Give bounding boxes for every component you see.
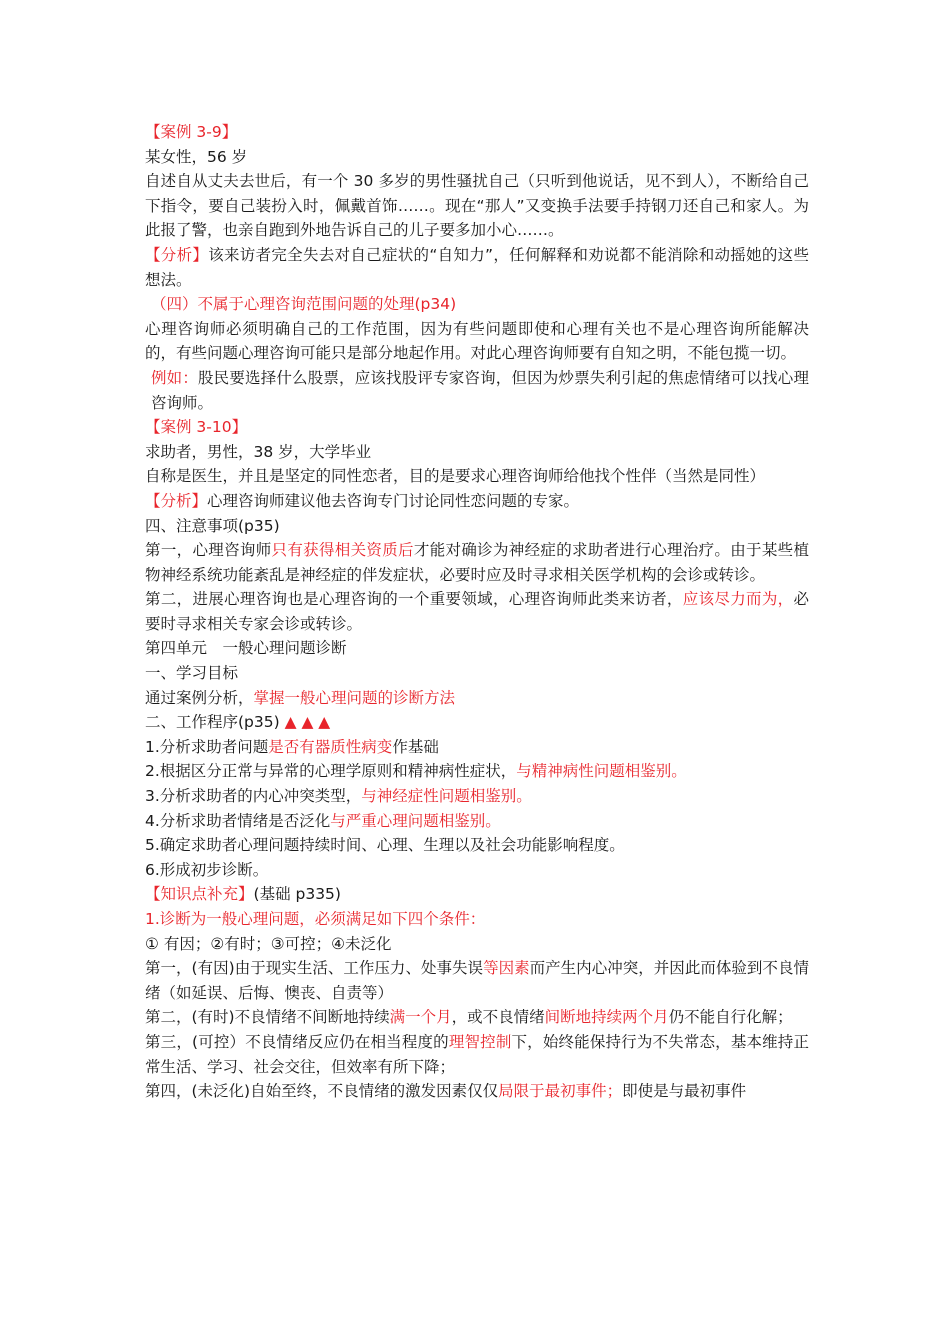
paragraph-supplement-1 (145, 907, 809, 932)
paragraph-case-3-9-analysis (145, 243, 809, 292)
paragraph-goal-heading (145, 661, 809, 686)
body-text: 一、学习目标 (145, 664, 239, 683)
paragraph-procedure-4 (145, 809, 809, 834)
paragraph-example-stock (145, 366, 809, 415)
body-text: 第二，(有时)不良情绪不间断地持续 (145, 1008, 390, 1027)
body-text: 才能对确诊为神经症的求助者进行心理治疗。由于某些植物神经系统功能紊乱是神经症的伴发症状，必要时应及时寻求相关医学机构的会诊或转诊。 (145, 541, 809, 584)
body-text: 4.分析求助者情绪是否泛化 (145, 811, 331, 830)
body-text: 而产生内心冲突，并因此而体验到不良情绪（如延误、后悔、懊丧、自责等） (145, 959, 809, 1002)
body-text: 下，始终能保持行为不失常态，基本维持正常生活、学习、社会交往，但效率有所下降； (145, 1032, 809, 1076)
paragraph-goal-body (145, 686, 809, 711)
paragraph-case-3-9-subject (145, 145, 809, 170)
highlighted-text: ▲ ▲ ▲ (284, 713, 331, 732)
paragraph-procedure-2 (145, 759, 809, 784)
paragraph-section-4-body (145, 317, 809, 366)
body-text: ① 有因；②有时；③可控；④未泛化 (145, 934, 392, 953)
paragraph-condition-third (145, 1030, 809, 1079)
paragraph-case-3-9-body (145, 169, 809, 243)
body-text: 第二，进展心理咨询也是心理咨询的一个重要领域，心理咨询师此类来访者， (145, 590, 683, 609)
highlighted-text: 满一个月 (389, 1008, 452, 1027)
paragraph-condition-first (145, 956, 809, 1005)
highlighted-text: 1.诊断为一般心理问题，必须满足如下四个条件： (145, 910, 486, 928)
highlighted-text: 【知识点补充】 (145, 885, 254, 904)
paragraph-case-3-10-analysis (145, 489, 809, 514)
body-text: 必要时寻求相关专家会诊或转诊。 (145, 590, 809, 633)
document-body (145, 120, 809, 1104)
paragraph-notes-second (145, 587, 809, 636)
highlighted-text: 掌握一般心理问题的诊断方法 (253, 688, 456, 707)
body-text: 自称是医生，并且是坚定的同性恋者，目的是要求心理咨询师给他找个性伴（当然是同性） (145, 467, 766, 486)
paragraph-conditions-list (145, 932, 809, 957)
highlighted-text: 理智控制 (448, 1032, 512, 1051)
body-text: 某女性，56 岁 (145, 147, 248, 166)
paragraph-notes-heading (145, 514, 809, 539)
body-text: 第四，(未泛化)自始至终，不良情绪的激发因素仅仅 (145, 1082, 499, 1101)
highlighted-text: （四）不属于心理咨询范围问题的处理(p34) (151, 295, 457, 314)
body-text: (基础 p335) (253, 885, 341, 904)
body-text: 第四单元 一般心理问题诊断 (145, 639, 347, 658)
body-text: 股民要选择什么股票，应该找股评专家咨询，但因为炒票失利引起的焦虑情绪可以找心理咨询师。 (151, 368, 809, 412)
body-text: 第一，(有因)由于现实生活、工作压力、处事失误 (145, 959, 484, 978)
paragraph-condition-second (145, 1005, 809, 1030)
body-text: 通过案例分析， (145, 688, 254, 707)
highlighted-text: 间断地持续两个月 (544, 1008, 669, 1027)
body-text: 心理咨询师必须明确自己的工作范围，因为有些问题即使和心理有关也不是心理咨询所能解决的，有些问题心理咨询可能只是部分地起作用。对此心理咨询师要有自知之明，不能包揽一切。 (145, 319, 809, 363)
body-text: ，或不良情绪 (451, 1008, 545, 1027)
body-text: 该来访者完全失去对自己症状的“自知力”，任何解释和劝说都不能消除和动摇她的这些想法。 (145, 245, 809, 289)
body-text: 作基础 (392, 737, 439, 756)
body-text: 心理咨询师建议他去咨询专门讨论同性恋问题的专家。 (207, 491, 580, 510)
body-text: 即使是与最初事件 (622, 1082, 747, 1101)
highlighted-text: 应该尽力而为， (682, 590, 794, 609)
body-text: 二、工作程序(p35) (145, 713, 285, 732)
body-text: 第三，(可控）不良情绪反应仍在相当程度的 (145, 1032, 449, 1051)
highlighted-text: 【分析】 (145, 245, 209, 264)
highlighted-text: 局限于最初事件； (498, 1082, 623, 1101)
paragraph-procedure-6 (145, 858, 809, 883)
highlighted-text: 只有获得相关资质后 (271, 541, 414, 560)
body-text: 2.根据区分正常与异常的心理学原则和精神病性症状， (145, 762, 517, 781)
paragraph-case-3-10-body (145, 464, 809, 489)
highlighted-text: 与严重心理问题相鉴别。 (330, 811, 501, 830)
paragraph-unit-4-title (145, 636, 809, 661)
body-text: 求助者，男性，38 岁，大学毕业 (145, 442, 372, 461)
body-text: 1.分析求助者问题 (145, 737, 269, 756)
highlighted-text: 【案例 3-9】 (145, 123, 238, 141)
highlighted-text: 与精神病性问题相鉴别。 (516, 762, 687, 781)
highlighted-text: 【案例 3-10】 (145, 418, 248, 437)
paragraph-supplement-heading (145, 882, 809, 907)
paragraph-procedure-5 (145, 833, 809, 858)
body-text: 第一，心理咨询师 (145, 541, 272, 560)
highlighted-text: 与神经症性问题相鉴别。 (361, 787, 532, 806)
body-text: 6.形成初步诊断。 (145, 860, 269, 879)
body-text: 3.分析求助者的内心冲突类型， (145, 787, 362, 806)
body-text: 仍不能自行化解； (668, 1008, 793, 1027)
paragraph-section-4-heading (145, 292, 809, 317)
paragraph-case-3-9-title (145, 120, 809, 145)
highlighted-text: 是否有器质性病变 (268, 737, 393, 756)
highlighted-text: 【分析】 (145, 491, 208, 510)
paragraph-case-3-10-subject (145, 440, 809, 465)
paragraph-procedure-1 (145, 735, 809, 760)
body-text: 四、注意事项(p35) (145, 516, 280, 535)
highlighted-text: 例如： (151, 368, 199, 387)
paragraph-notes-first (145, 538, 809, 587)
body-text: 自述自从丈夫去世后，有一个 30 多岁的男性骚扰自己（只听到他说话，见不到人），不断给自己下指令，要自己装扮入时，佩戴首饰……。现在“那人”又变换手法要手持钢刀还自己和家人。为此报了警，也亲自跑到外地告诉自己的儿子要多加小心……。 (145, 172, 809, 240)
highlighted-text: 等因素 (483, 959, 530, 978)
paragraph-procedure-heading (145, 710, 809, 735)
body-text: 5.确定求助者心理问题持续时间、心理、生理以及社会功能影响程度。 (145, 836, 625, 855)
paragraph-case-3-10-title (145, 415, 809, 440)
paragraph-procedure-3 (145, 784, 809, 809)
paragraph-condition-fourth (145, 1079, 809, 1104)
